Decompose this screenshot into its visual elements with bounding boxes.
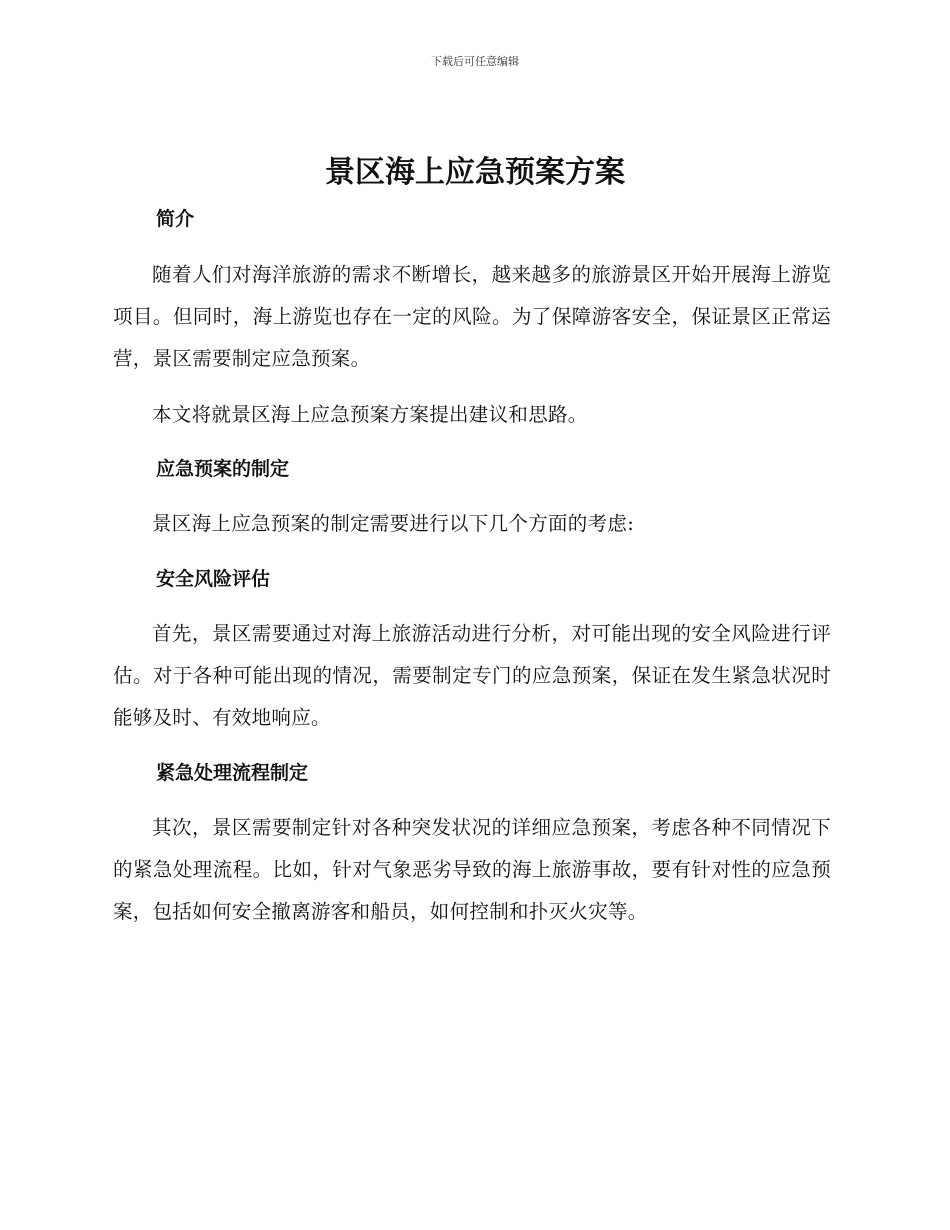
section-heading-plan-formulation: 应急预案的制定 <box>156 458 290 480</box>
section-heading-emergency-process: 紧急处理流程制定 <box>156 762 309 784</box>
paragraph-intro-2: 本文将就景区海上应急预案方案提出建议和思路。 <box>152 403 588 426</box>
section-heading-intro: 简介 <box>156 208 195 230</box>
paragraph-intro-1: 随着人们对海洋旅游的需求不断增长，越来越多的旅游景区开始开展海上游览项目。但同时，海上游览也存在一定的风险。为了保障游客安全，保证景区正常运营，景区需要制定应急预案。 <box>113 263 831 370</box>
document-title: 景区海上应急预案方案 <box>325 155 625 190</box>
paragraph-emergency-process: 其次，景区需要制定针对各种突发状况的详细应急预案，考虑各种不同情况下的紧急处理流程。比如，针对气象恶劣导致的海上旅游事故，要有针对性的应急预案，包括如何安全撤离游客和船员，如何控制和扑灭火灾等。 <box>113 816 831 923</box>
paragraph-risk-assessment: 首先，景区需要通过对海上旅游活动进行分析，对可能出现的安全风险进行评估。对于各种可能出现的情况，需要制定专门的应急预案，保证在发生紧急状况时能够及时、有效地响应。 <box>113 622 831 729</box>
paragraph-plan-formulation: 景区海上应急预案的制定需要进行以下几个方面的考虑: <box>152 512 635 535</box>
header-note: 下载后可任意编辑 <box>431 55 519 68</box>
section-heading-risk-assessment: 安全风险评估 <box>156 568 271 590</box>
